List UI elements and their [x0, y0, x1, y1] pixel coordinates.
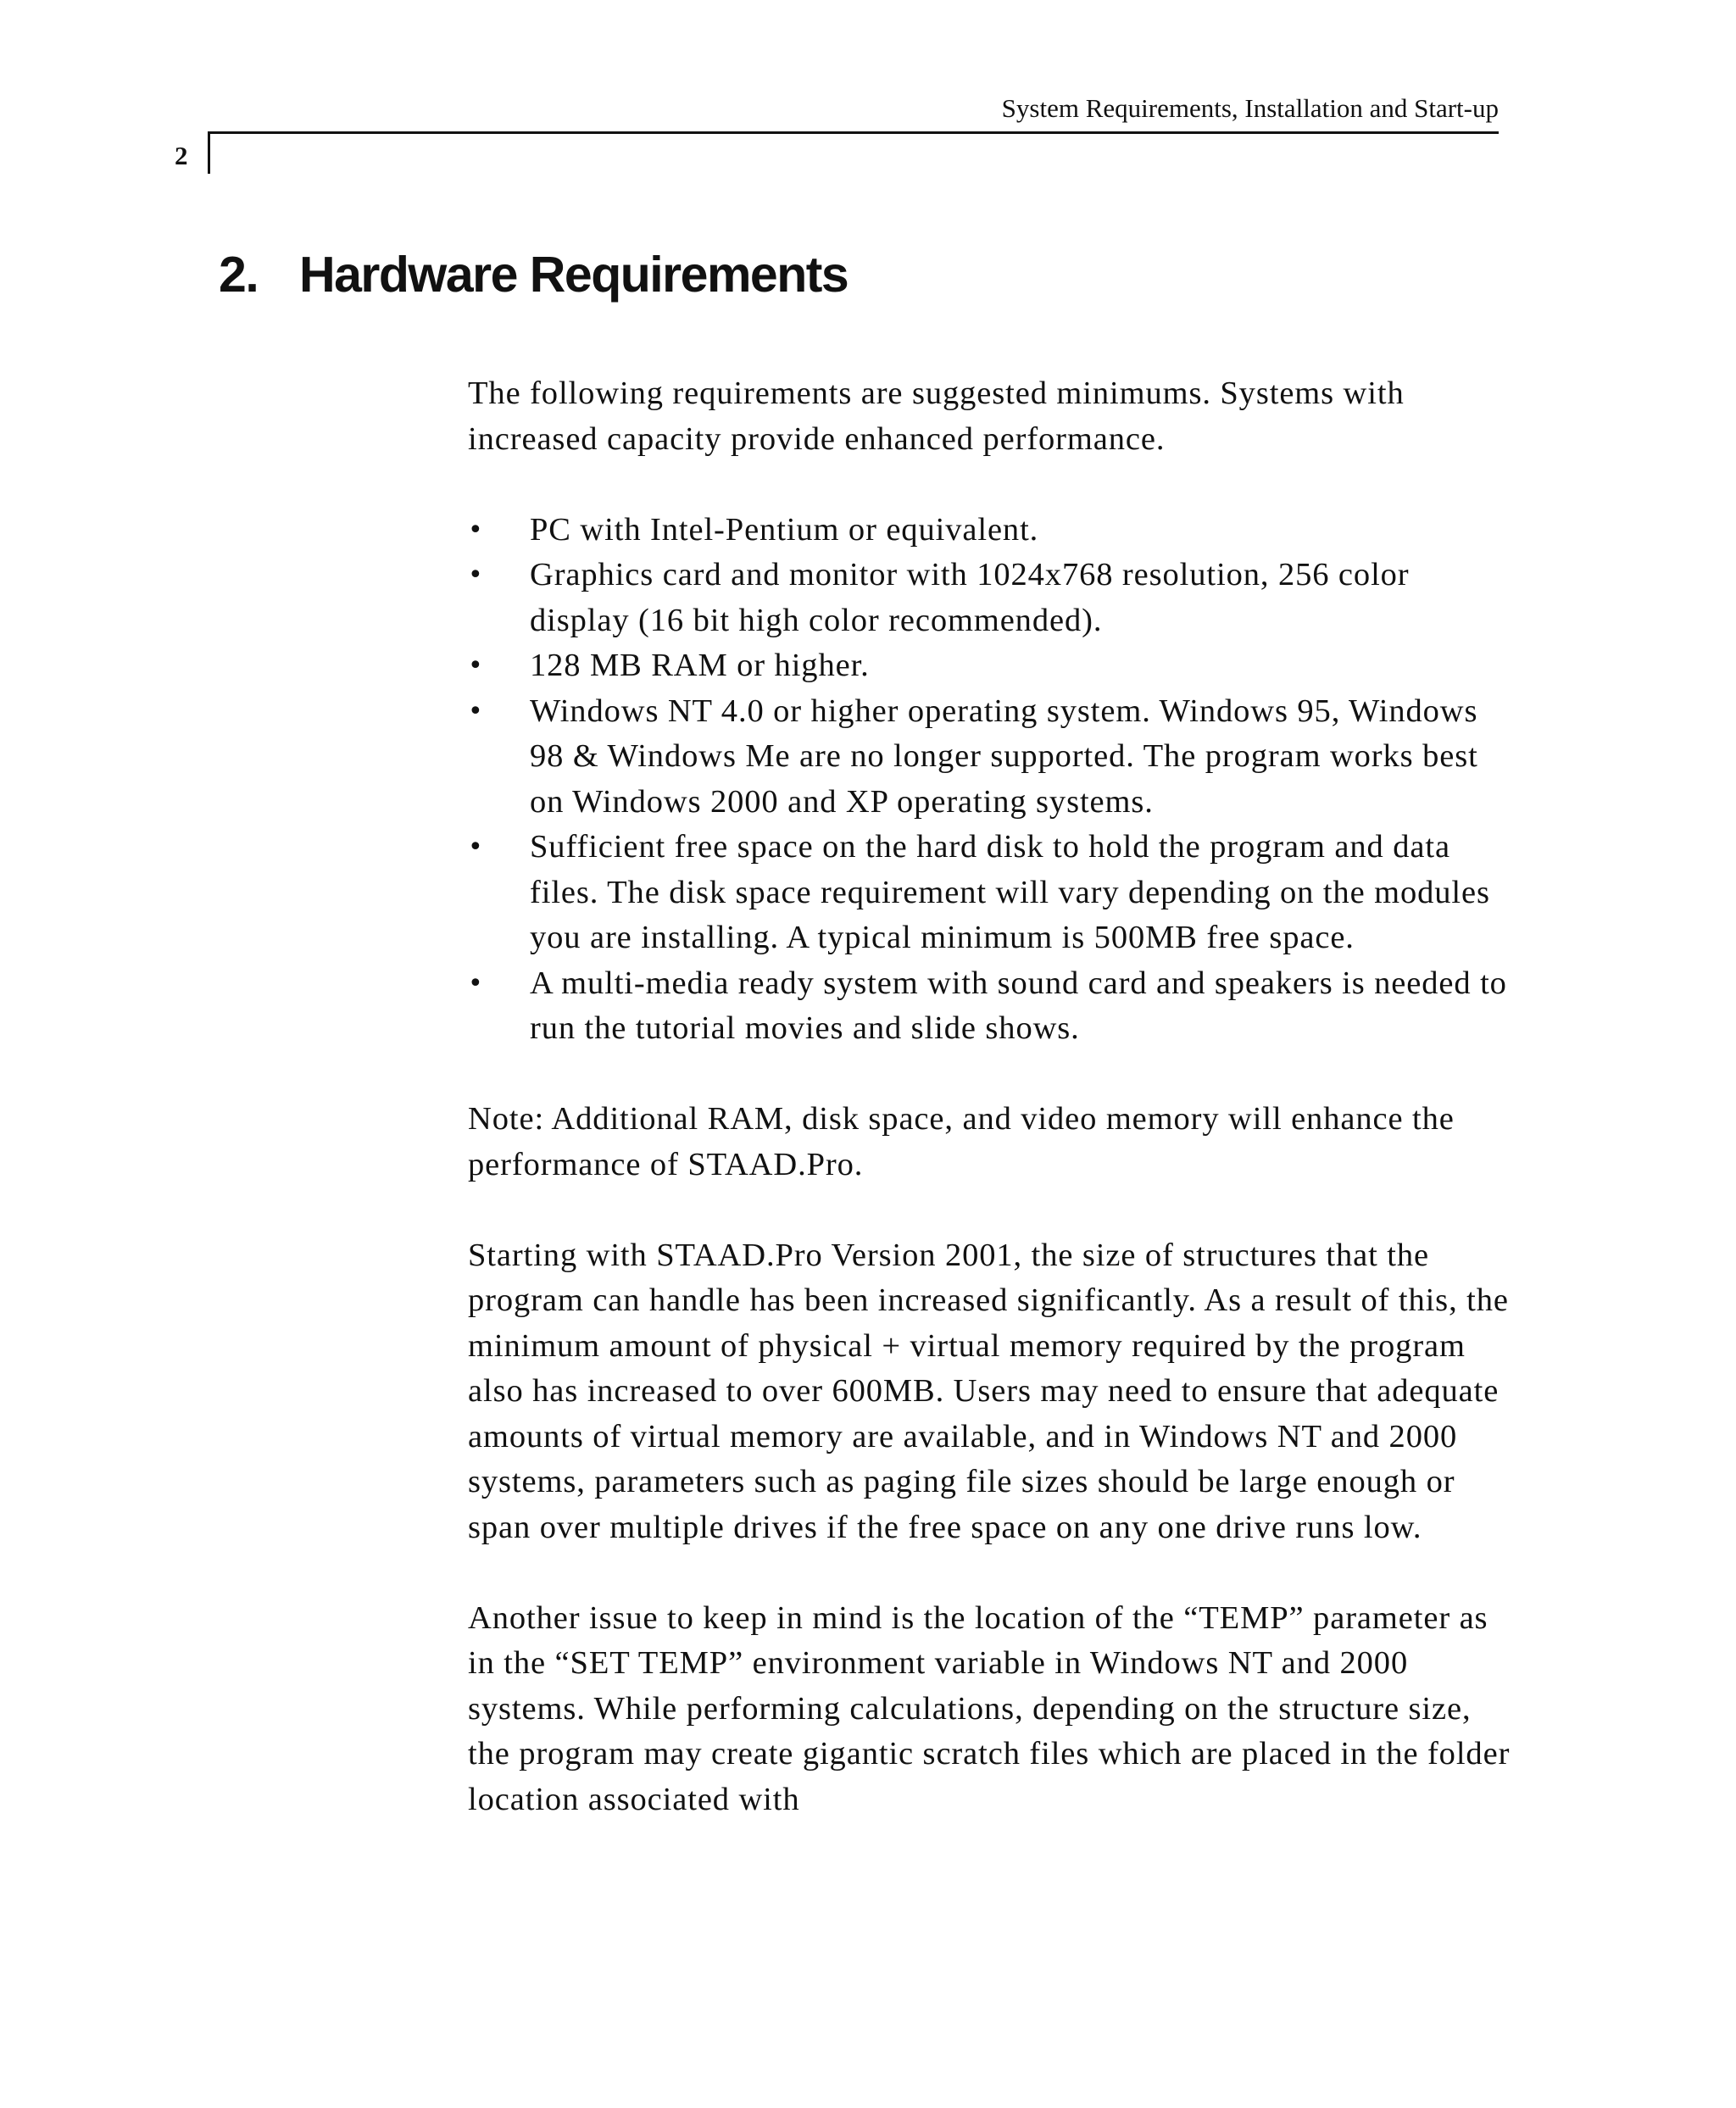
list-item-text: A multi-media ready system with sound card and speakers is needed to run the tutorial movies and slide shows. — [530, 965, 1507, 1046]
page-number: 2 — [175, 141, 188, 170]
bullet-icon: • — [468, 651, 484, 681]
list-item — [468, 643, 1515, 689]
section-heading — [219, 246, 848, 303]
list-item-text: 128 MB RAM or higher. — [530, 648, 870, 683]
section-title: Hardware Requirements — [299, 247, 849, 303]
list-item-text: PC with Intel-Pentium or equivalent. — [530, 511, 1039, 548]
list-item — [468, 825, 1515, 961]
memory-paragraph: Starting with STAAD.Pro Version 2001, the size of structures that the program can handle has been increased significantly. As a result of this, the minimum amount of physical + virtual memory required by the program also has increased to over 600MB. Users may need to ensure that adequate amounts of virtual memory are available, and in Windows NT and 2000 systems, parameters such as paging file sizes should be large enough or span over multiple drives if the free space on any one drive runs low. — [468, 1237, 1509, 1545]
note-paragraph: Note: Additional RAM, disk space, and video memory will enhance the performance of STAAD.Pro. — [468, 1101, 1455, 1182]
list-item — [468, 508, 1515, 553]
list-item-text: Sufficient free space on the hard disk to hold the program and data files. The disk space requirement will vary depending on the modules you are installing. A typical minimum is 500MB free space. — [530, 829, 1490, 955]
bullet-icon: • — [468, 696, 484, 726]
bullet-icon: • — [468, 832, 484, 862]
intro-paragraph: The following requirements are suggested minimums. Systems with increased capacity provide enhanced performance. — [468, 375, 1405, 457]
section-number: 2. — [219, 247, 259, 303]
header-rule — [208, 131, 1499, 134]
bullet-icon: • — [468, 968, 484, 998]
list-item-text: Windows NT 4.0 or higher operating system. Windows 95, Windows 98 & Windows Me are no longer supported. The program works best on Windows 2000 and XP operating systems. — [530, 692, 1478, 820]
body-text — [468, 371, 1515, 1868]
requirements-list — [468, 508, 1515, 1052]
bullet-icon: • — [468, 514, 484, 545]
list-item-text: Graphics card and monitor with 1024x768 resolution, 256 color display (16 bit high color recommended). — [530, 557, 1410, 638]
bullet-icon: • — [468, 560, 484, 590]
temp-paragraph: Another issue to keep in mind is the location of the “TEMP” parameter as in the “SET TEMP” environment variable in Windows NT and 2000 systems. While performing calculations, depending on the structure size, the program may create gigantic scratch files which are placed in the folder location associated with — [468, 1599, 1511, 1817]
list-item — [468, 689, 1515, 826]
list-item — [468, 961, 1515, 1052]
running-header-title: System Requirements, Installation and Start-up — [1001, 93, 1499, 123]
list-item — [468, 553, 1515, 643]
header-corner-tick — [208, 131, 210, 174]
